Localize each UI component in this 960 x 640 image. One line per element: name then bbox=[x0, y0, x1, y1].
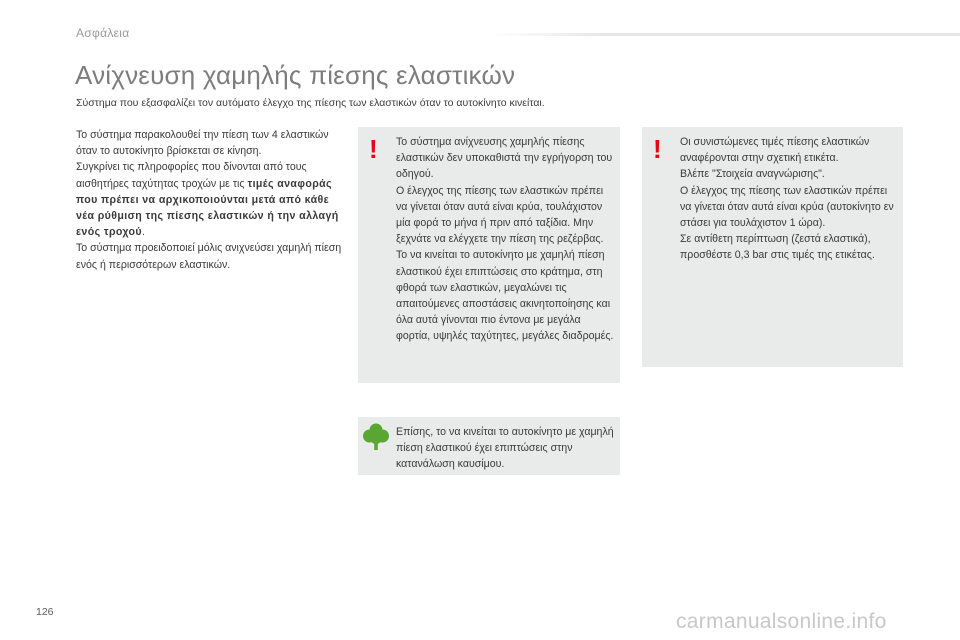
page-number: 126 bbox=[36, 606, 54, 618]
eco-paragraph: Επίσης, το να κινείται το αυτοκίνητο με χαμηλή πίεση ελαστικού έχει επιπτώσεις στην κατανάλωση καυσίμου. bbox=[396, 426, 614, 471]
comparison-bold: τιμές αναφοράς που πρέπει να αρχικοποιούνται μετά από κάθε νέα ρύθμιση της πίεσης ελαστικών ή την αλλαγή ενός τροχού bbox=[76, 177, 339, 239]
warning-paragraph: Ο έλεγχος της πίεσης των ελαστικών πρέπει να γίνεται όταν αυτά είναι κρύα, τουλάχιστον μία φορά το μήνα ή πριν από ταξίδια. Μην ξεχνάτε να ελέγχετε την πίεση της ρεζέρβας. bbox=[396, 184, 604, 246]
warning-box-values-text bbox=[680, 134, 897, 264]
warning-paragraph: Ο έλεγχος της πίεσης των ελαστικών πρέπει να γίνεται όταν αυτά είναι κρύα (αυτοκίνητο εν στάσει για τουλάχιστον 1 ώρα). bbox=[680, 184, 894, 230]
warning-paragraph: Το να κινείται το αυτοκίνητο με χαμηλή πίεση ελαστικού έχει επιπτώσεις στο κράτημα, στη φθορά των ελαστικών, μεγαλώνει τις απαιτούμενες αποστάσεις ακινητοποίησης και όλα αυτά γίνονται πιο έντονα με μεγάλα φορτία, υψηλές ταχύτητες, μεγάλες διαδρομές. bbox=[396, 249, 614, 343]
main-text-column bbox=[76, 127, 348, 273]
warning-paragraph: Οι συνιστώμενες τιμές πίεσης ελαστικών αναφέρονται στην σχετική ετικέτα. bbox=[680, 136, 870, 165]
warning-paragraph: Βλέπε "Στοιχεία αναγνώρισης". bbox=[680, 168, 825, 181]
warning-box-driver-text bbox=[396, 134, 614, 345]
comparison-end: . bbox=[141, 226, 145, 239]
comparison-intro: Συγκρίνει τις πληροφορίες που δίνονται από τους αισθητήρες ταχύτητας τροχών με τις bbox=[76, 161, 307, 190]
header-divider bbox=[488, 33, 960, 36]
eco-note-text bbox=[396, 424, 614, 473]
page-subtitle: Σύστημα που εξασφαλίζει τον αυτόματο έλεγχο της πίεσης των ελαστικών όταν το αυτοκίνητο κινείται. bbox=[76, 97, 545, 109]
watermark: carmanualsonline.info bbox=[676, 610, 887, 633]
tree-eco-icon bbox=[363, 423, 389, 451]
page-title: Ανίχνευση χαμηλής πίεσης ελαστικών bbox=[75, 60, 516, 90]
warning-paragraph: Σε αντίθετη περίπτωση (ζεστά ελαστικά), προσθέστε 0,3 bar στις τιμές της ετικέτας. bbox=[680, 233, 875, 262]
paragraph-comparison bbox=[76, 159, 348, 240]
section-header: Ασφάλεια bbox=[76, 26, 130, 40]
warning-box-values bbox=[642, 127, 903, 367]
exclamation-warning-icon: ! bbox=[653, 134, 662, 164]
warning-paragraph: Το σύστημα ανίχνευσης χαμηλής πίεσης ελαστικών δεν υποκαθιστά την εγρήγορση του οδηγού. bbox=[396, 136, 613, 181]
paragraph-monitoring: Το σύστημα παρακολουθεί την πίεση των 4 ελαστικών όταν το αυτοκίνητο βρίσκεται σε κίνηση. bbox=[76, 129, 329, 158]
paragraph-alert: Το σύστημα προειδοποιεί μόλις ανιχνεύσει χαμηλή πίεση ενός ή περισσότερων ελαστικών. bbox=[76, 242, 342, 271]
warning-box-driver bbox=[358, 127, 620, 383]
exclamation-warning-icon: ! bbox=[369, 134, 378, 164]
eco-note-box bbox=[358, 417, 620, 475]
